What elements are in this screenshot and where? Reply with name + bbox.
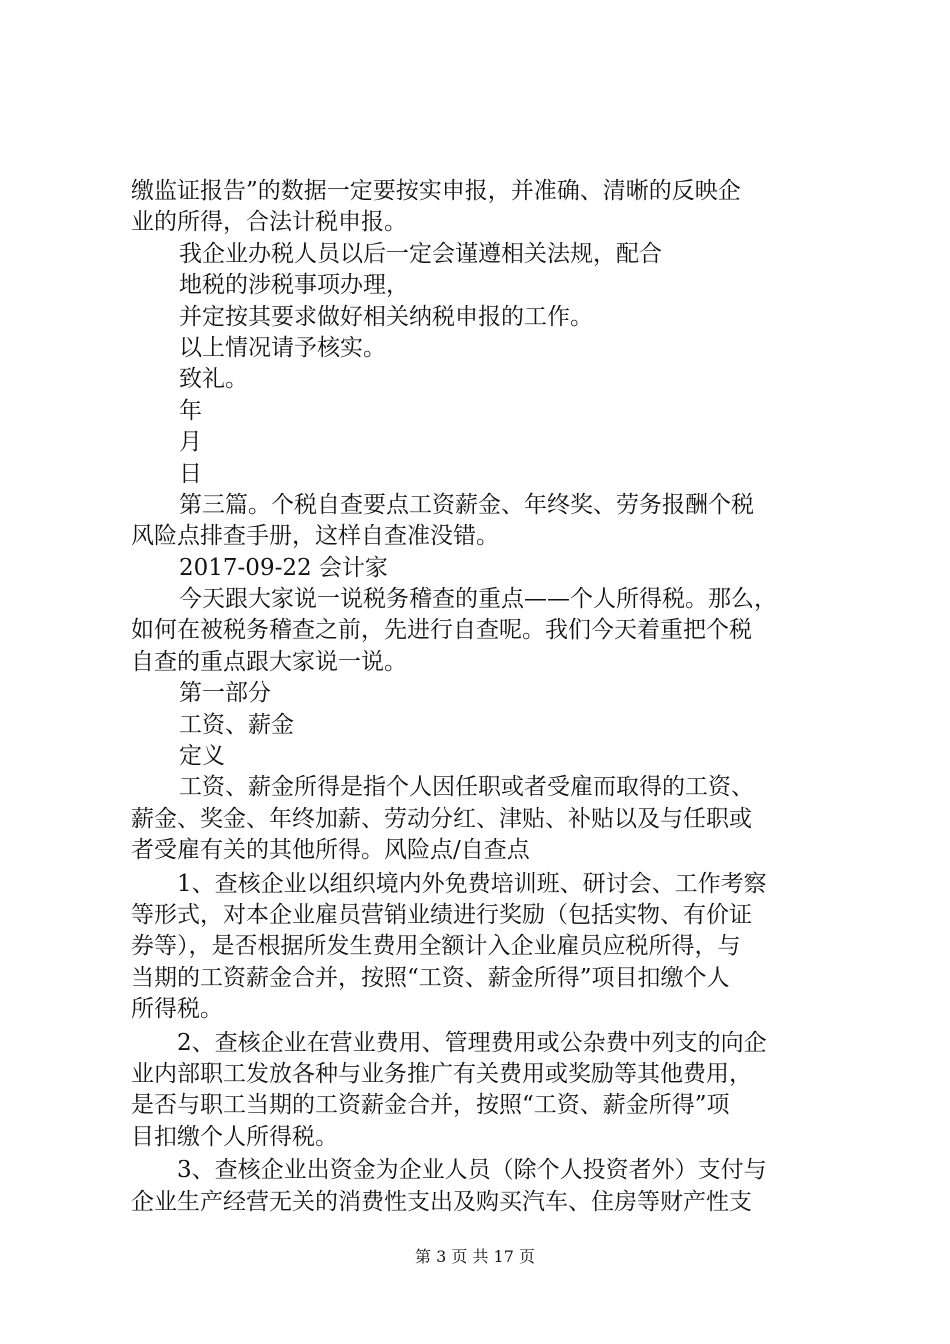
text-line: 今天跟大家说一说税务稽查的重点——个人所得税。那么， [179, 586, 777, 613]
text-line: 月 [179, 429, 202, 456]
text-line: 所得税。 [131, 996, 223, 1023]
text-line: 薪金、奖金、年终加薪、劳动分红、津贴、补贴以及与任职或 [131, 805, 752, 832]
text-line: 者受雇有关的其他所得。风险点/自查点 [131, 837, 530, 864]
part-heading: 第一部分 [179, 680, 271, 707]
section-heading: 第三篇。个税自查要点工资薪金、年终奖、劳务报酬个税 [179, 491, 754, 518]
text-line: 我企业办税人员以后一定会谨遵相关法规，配合 [179, 240, 662, 267]
text-line: 业的所得，合法计税申报。 [131, 209, 407, 236]
list-item: 2、查核企业在营业费用、管理费用或公杂费中列支的向企 [177, 1029, 767, 1056]
page-number-footer: 第 3 页 共 17 页 [415, 1247, 535, 1266]
text-line: 目扣缴个人所得税。 [131, 1123, 338, 1150]
text-line: 缴监证报告”的数据一定要按实申报，并准确、清晰的反映企 [131, 178, 741, 204]
text-line: 风险点排查手册，这样自查准没错。 [131, 523, 499, 550]
text-line: 等形式，对本企业雇员营销业绩进行奖励（包括实物、有价证 [131, 901, 752, 928]
text-line: 企业生产经营无关的消费性支出及购买汽车、住房等财产性支 [131, 1188, 752, 1215]
text-line: 如何在被税务稽查之前，先进行自查呢。我们今天着重把个税 [131, 617, 752, 644]
text-line: 是否与职工当期的工资薪金合并，按照“工资、薪金所得”项 [131, 1092, 730, 1119]
definition-heading: 定义 [179, 743, 225, 770]
text-line: 工资、薪金所得是指个人因任职或者受雇而取得的工资、 [179, 774, 754, 801]
list-item: 1、查核企业以组织境内外免费培训班、研讨会、工作考察 [177, 870, 767, 897]
text-line: 日 [179, 460, 202, 487]
text-line: 券等），是否根据所发生费用全额计入企业雇员应税所得，与 [131, 933, 741, 960]
text-line: 业内部职工发放各种与业务推广有关费用或奖励等其他费用， [131, 1060, 752, 1087]
text-line: 年 [179, 397, 202, 424]
subsection-heading: 工资、薪金 [179, 711, 294, 738]
document-body [131, 176, 831, 1218]
text-line: 以上情况请予核实。 [179, 334, 386, 361]
text-line: 自查的重点跟大家说一说。 [131, 648, 407, 675]
text-line: 并定按其要求做好相关纳税申报的工作。 [179, 303, 593, 330]
text-line: 致礼。 [179, 366, 248, 393]
date-source-line: 2017-09-22 会计家 [179, 554, 388, 581]
text-line: 当期的工资薪金合并，按照“工资、薪金所得”项目扣缴个人 [131, 964, 730, 991]
list-item: 3、查核企业出资金为企业人员（除个人投资者外）支付与 [177, 1157, 767, 1184]
text-line: 地税的涉税事项办理， [179, 272, 409, 299]
